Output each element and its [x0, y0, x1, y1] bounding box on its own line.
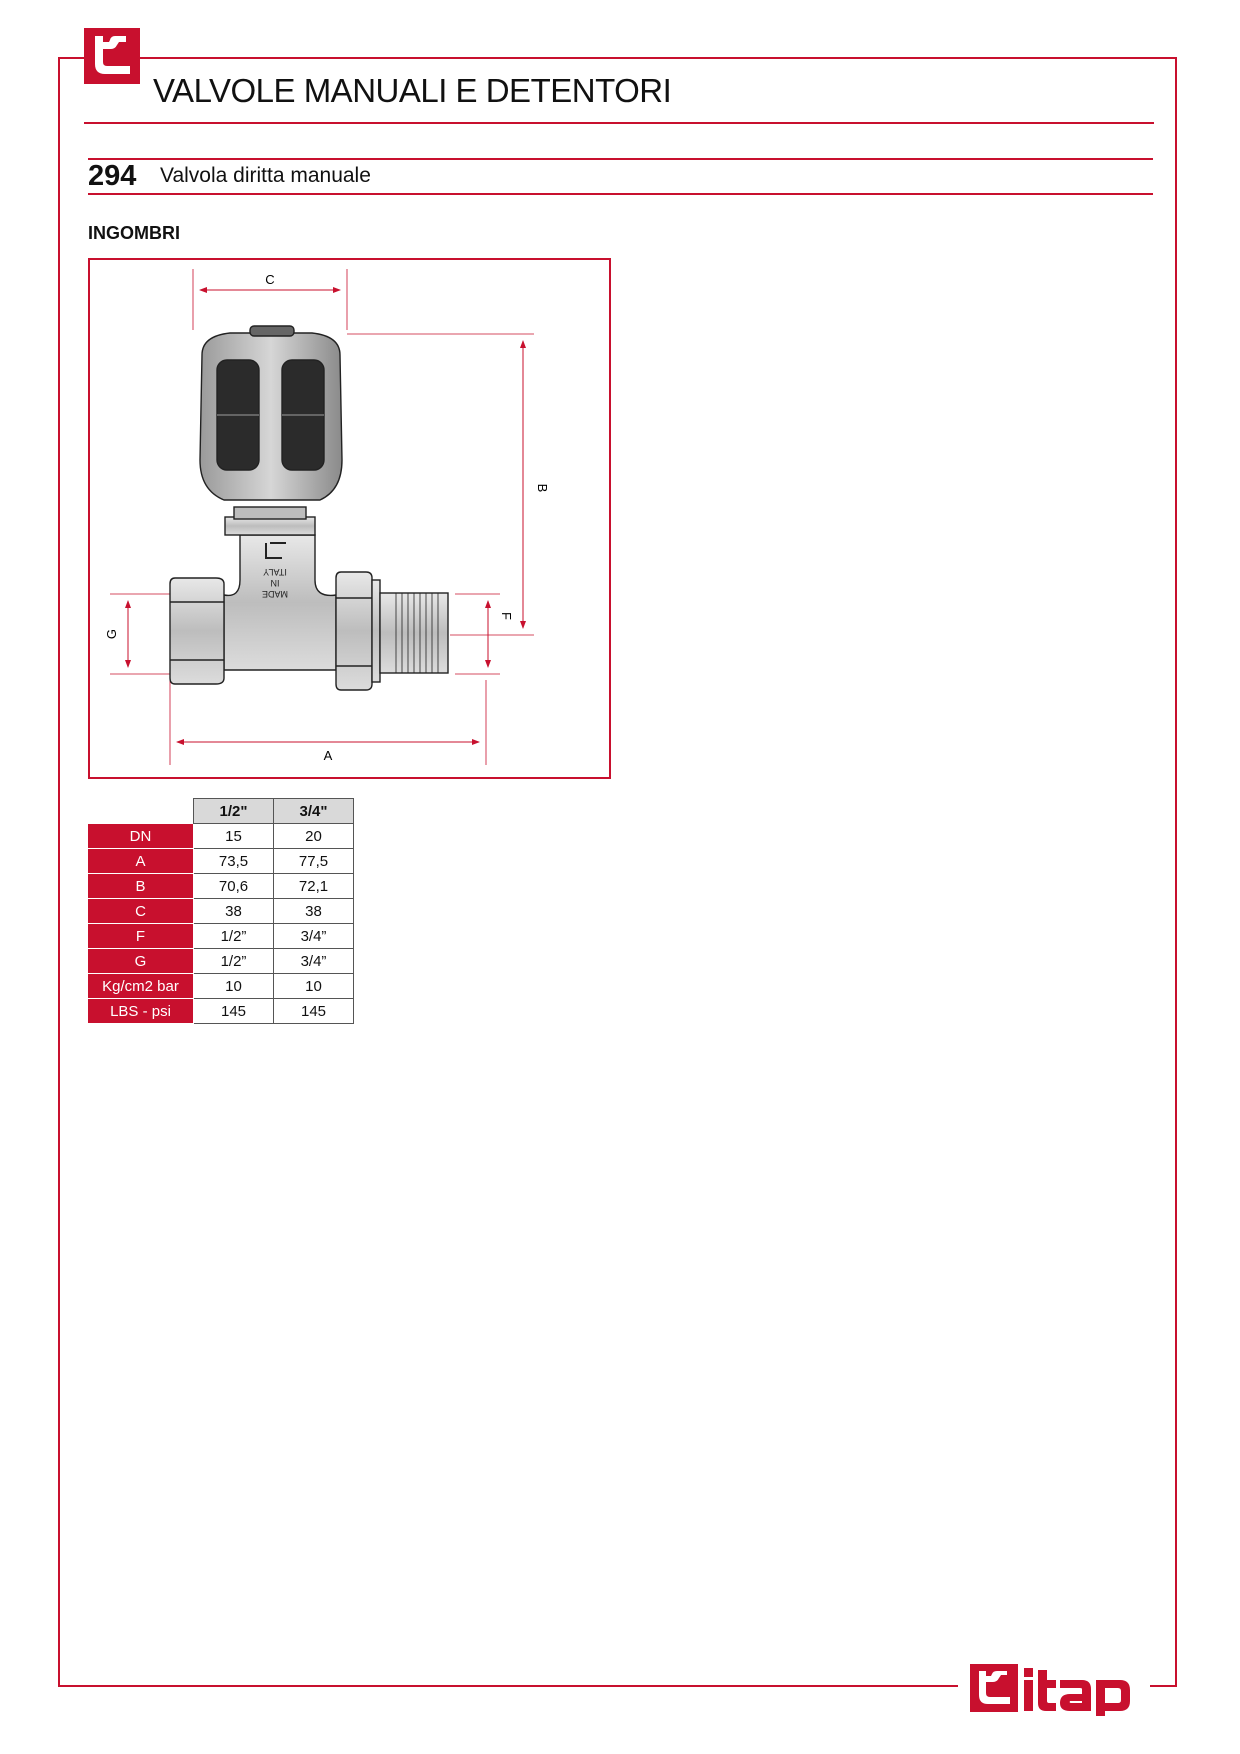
table-row	[88, 974, 354, 999]
product-subtitle: Valvola diritta manuale	[160, 164, 371, 187]
row-label: F	[88, 924, 194, 949]
dim-label-b: B	[535, 483, 550, 493]
table-header-cell: 3/4"	[274, 799, 354, 824]
table-cell: 70,6	[194, 874, 274, 899]
product-code: 294	[88, 160, 137, 192]
table-cell: 145	[274, 999, 354, 1024]
table-row	[88, 999, 354, 1024]
valve-drawing	[90, 260, 609, 777]
table-cell: 15	[194, 824, 274, 849]
table-cell: 38	[194, 899, 274, 924]
table-row	[88, 949, 354, 974]
heading-rule-bottom	[88, 193, 1153, 195]
table-row	[88, 849, 354, 874]
row-label: Kg/cm2 bar	[88, 974, 194, 999]
table-cell: 73,5	[194, 849, 274, 874]
table-header-row	[88, 799, 354, 824]
svg-text:ITALY: ITALY	[263, 567, 287, 577]
table-row	[88, 874, 354, 899]
frame-right	[1175, 57, 1177, 1687]
dim-label-c: C	[265, 272, 275, 287]
valve-body	[170, 326, 448, 690]
table-cell: 145	[194, 999, 274, 1024]
table-cell: 1/2”	[194, 949, 274, 974]
page-title: VALVOLE MANUALI E DETENTORI	[153, 72, 672, 109]
itap-brand-logo	[970, 1660, 1150, 1716]
itap-logo-icon	[84, 28, 140, 84]
frame-bottom-left	[58, 1685, 958, 1687]
table-cell: 38	[274, 899, 354, 924]
dim-label-f: F	[499, 612, 514, 620]
table-row	[88, 824, 354, 849]
table-row	[88, 899, 354, 924]
dim-label-g: G	[104, 628, 119, 640]
row-label: LBS - psi	[88, 999, 194, 1024]
row-label: A	[88, 849, 194, 874]
title-rule	[84, 122, 1154, 124]
frame-top-left	[58, 57, 84, 59]
table-header-cell: 1/2"	[194, 799, 274, 824]
table-cell: 72,1	[274, 874, 354, 899]
svg-text:MADE: MADE	[261, 589, 289, 599]
row-label: DN	[88, 824, 194, 849]
section-label: INGOMBRI	[88, 223, 180, 243]
table-cell: 77,5	[274, 849, 354, 874]
frame-left	[58, 57, 60, 1687]
svg-text:IN: IN	[270, 578, 280, 588]
table-cell: 20	[274, 824, 354, 849]
table-cell: 10	[274, 974, 354, 999]
table-row	[88, 924, 354, 949]
row-label: B	[88, 874, 194, 899]
table-header-blank	[88, 799, 194, 824]
heading-rule-top	[88, 158, 1153, 160]
table-cell: 10	[194, 974, 274, 999]
dim-label-a: A	[323, 748, 333, 763]
frame-bottom-right	[1150, 1685, 1177, 1687]
row-label: G	[88, 949, 194, 974]
row-label: C	[88, 899, 194, 924]
technical-drawing	[88, 258, 611, 779]
specs-table	[88, 798, 354, 1024]
table-cell: 3/4”	[274, 924, 354, 949]
table-cell: 3/4”	[274, 949, 354, 974]
frame-top-right	[140, 57, 1177, 59]
table-cell: 1/2”	[194, 924, 274, 949]
